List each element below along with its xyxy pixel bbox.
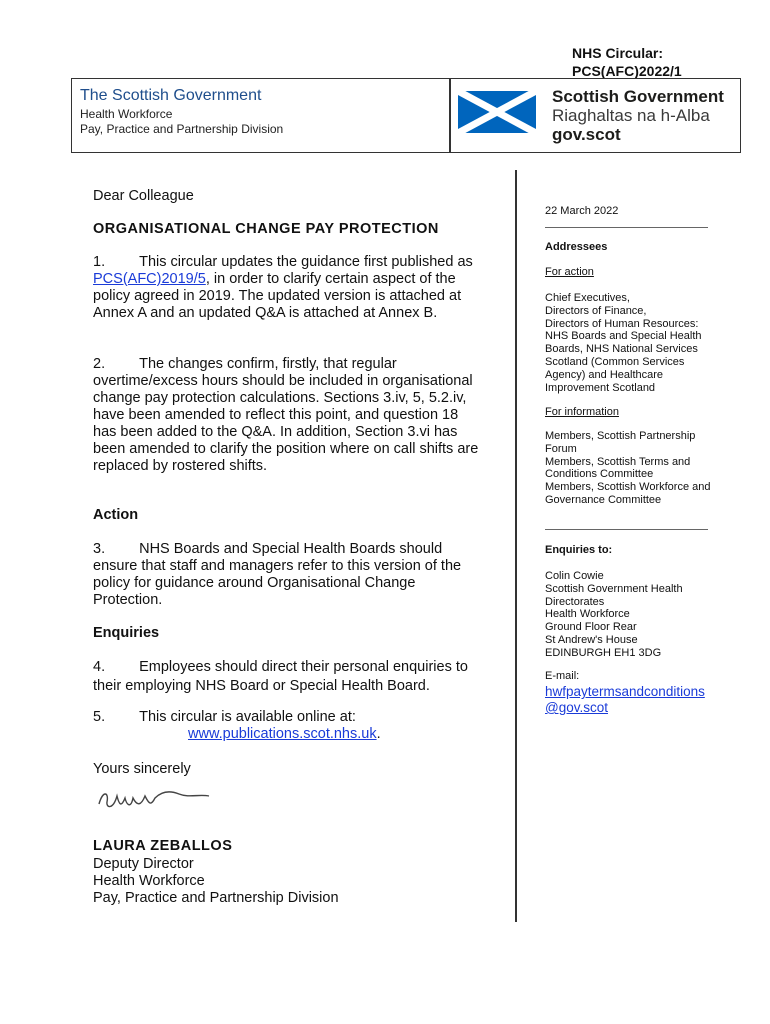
para-number: 3. (93, 541, 106, 557)
para-text: , in order to clarify certain aspect of the policy agreed in 2019. The updated version is attached at Annex A and an updated Q&A is attached at Annex B. (93, 271, 462, 321)
list-item: Members, Scottish Terms and (545, 455, 691, 468)
signature-icon (95, 782, 215, 814)
unit-line-2: Pay, Practice and Partnership Division (80, 122, 284, 136)
list-item: NHS Boards and Special Health (545, 330, 702, 343)
list-item: Directors of Human Resources: (545, 317, 699, 330)
signatory-unit-2: Pay, Practice and Partnership Division (93, 890, 339, 906)
list-item: Scotland (Common Services (545, 355, 685, 368)
para-number: 1. (93, 254, 106, 270)
contact-line: Health Workforce (545, 608, 630, 621)
para-text: This circular is available online at: (139, 709, 356, 725)
for-information-heading: For information (545, 406, 619, 418)
circular-date: 22 March 2022 (545, 205, 619, 217)
action-heading: Action (93, 507, 139, 523)
email-link-part-2[interactable]: @gov.scot (545, 700, 608, 715)
sg-logo-text (552, 87, 724, 144)
list-item: Boards, NHS National Services (545, 343, 698, 356)
list-item: Members, Scottish Workforce and (545, 481, 711, 494)
information-list (545, 430, 725, 507)
action-list (545, 292, 725, 394)
unit-line-1: Health Workforce (80, 107, 173, 121)
paragraph-5 (93, 709, 485, 726)
para-text: NHS Boards and Special Health Boards should ensure that staff and managers refer to this version of the policy for guidance around Organisational Change Protection. (93, 541, 462, 608)
contact-line: St Andrew's House (545, 633, 638, 646)
enquiries-to-heading: Enquiries to: (545, 544, 613, 556)
circular-reference (572, 44, 682, 80)
list-item: Forum (545, 442, 577, 455)
circular-number: PCS(AFC)2022/1 (572, 63, 682, 79)
list-item: Improvement Scotland (545, 381, 656, 394)
logo-english: Scottish Government (552, 87, 724, 106)
paragraph-2 (93, 356, 485, 475)
paragraph-3 (93, 541, 485, 609)
list-item: Chief Executives, (545, 292, 630, 304)
rule (545, 529, 708, 530)
para-text: Employees should direct their personal enquiries to their employing NHS Board or Special Health Board. (93, 659, 468, 694)
para-number: 2. (93, 356, 106, 372)
list-item: Members, Scottish Partnership (545, 430, 696, 442)
header-divider (449, 79, 451, 152)
pcs-link[interactable]: PCS(AFC)2019/5 (93, 271, 206, 287)
contact-block (545, 570, 725, 660)
para-text: This circular updates the guidance first published as (139, 254, 473, 270)
email-address (545, 684, 725, 716)
signatory-title: Deputy Director (93, 856, 194, 872)
contact-line: Scottish Government Health (545, 582, 683, 595)
para-text: The changes confirm, firstly, that regular overtime/excess hours should be included in organisational change pay protection calculations. Sections 3.iv, 5, 5.2.iv, have been amended to reflect this point, and question 18 has been added to the Q&A. In addition, Section 3.vi has been amended to clarify the position where on call shifts are replaced by rostered shifts. (93, 356, 479, 474)
circular-label: NHS Circular: (572, 45, 664, 61)
column-divider (515, 170, 517, 922)
org-name: The Scottish Government (80, 87, 262, 104)
list-item: Directors of Finance, (545, 304, 647, 317)
email-label: E-mail: (545, 670, 580, 682)
subject-heading: ORGANISATIONAL CHANGE PAY PROTECTION (93, 221, 439, 237)
salutation: Dear Colleague (93, 188, 194, 204)
addressees-heading: Addressees (545, 241, 608, 253)
paragraph-1 (93, 254, 485, 322)
list-item: Agency) and Healthcare (545, 368, 664, 381)
period: . (376, 726, 381, 742)
logo-gaelic: Riaghaltas na h-Alba (552, 106, 710, 125)
letterhead (71, 78, 741, 153)
signatory-unit-1: Health Workforce (93, 873, 205, 889)
email-link-part-1[interactable]: hwfpaytermsandconditions (545, 684, 705, 699)
org-unit (80, 107, 283, 137)
saltire-flag-icon (458, 91, 536, 133)
rule (545, 227, 708, 228)
paragraph-4 (93, 658, 485, 696)
for-action-heading: For action (545, 266, 594, 278)
closing: Yours sincerely (93, 761, 191, 777)
contact-line: Colin Cowie (545, 570, 604, 582)
signatory-name: LAURA ZEBALLOS (93, 838, 233, 854)
contact-line: EDINBURGH EH1 3DG (545, 646, 662, 659)
list-item: Conditions Committee (545, 468, 654, 481)
list-item: Governance Committee (545, 493, 662, 506)
contact-line: Directorates (545, 595, 605, 608)
para-number: 5. (93, 709, 106, 725)
contact-line: Ground Floor Rear (545, 621, 637, 634)
logo-web: gov.scot (552, 125, 621, 144)
publications-link[interactable]: www.publications.scot.nhs.uk (188, 726, 377, 742)
publications-line (188, 726, 580, 743)
para-number: 4. (93, 659, 106, 675)
enquiries-heading: Enquiries (93, 625, 160, 641)
